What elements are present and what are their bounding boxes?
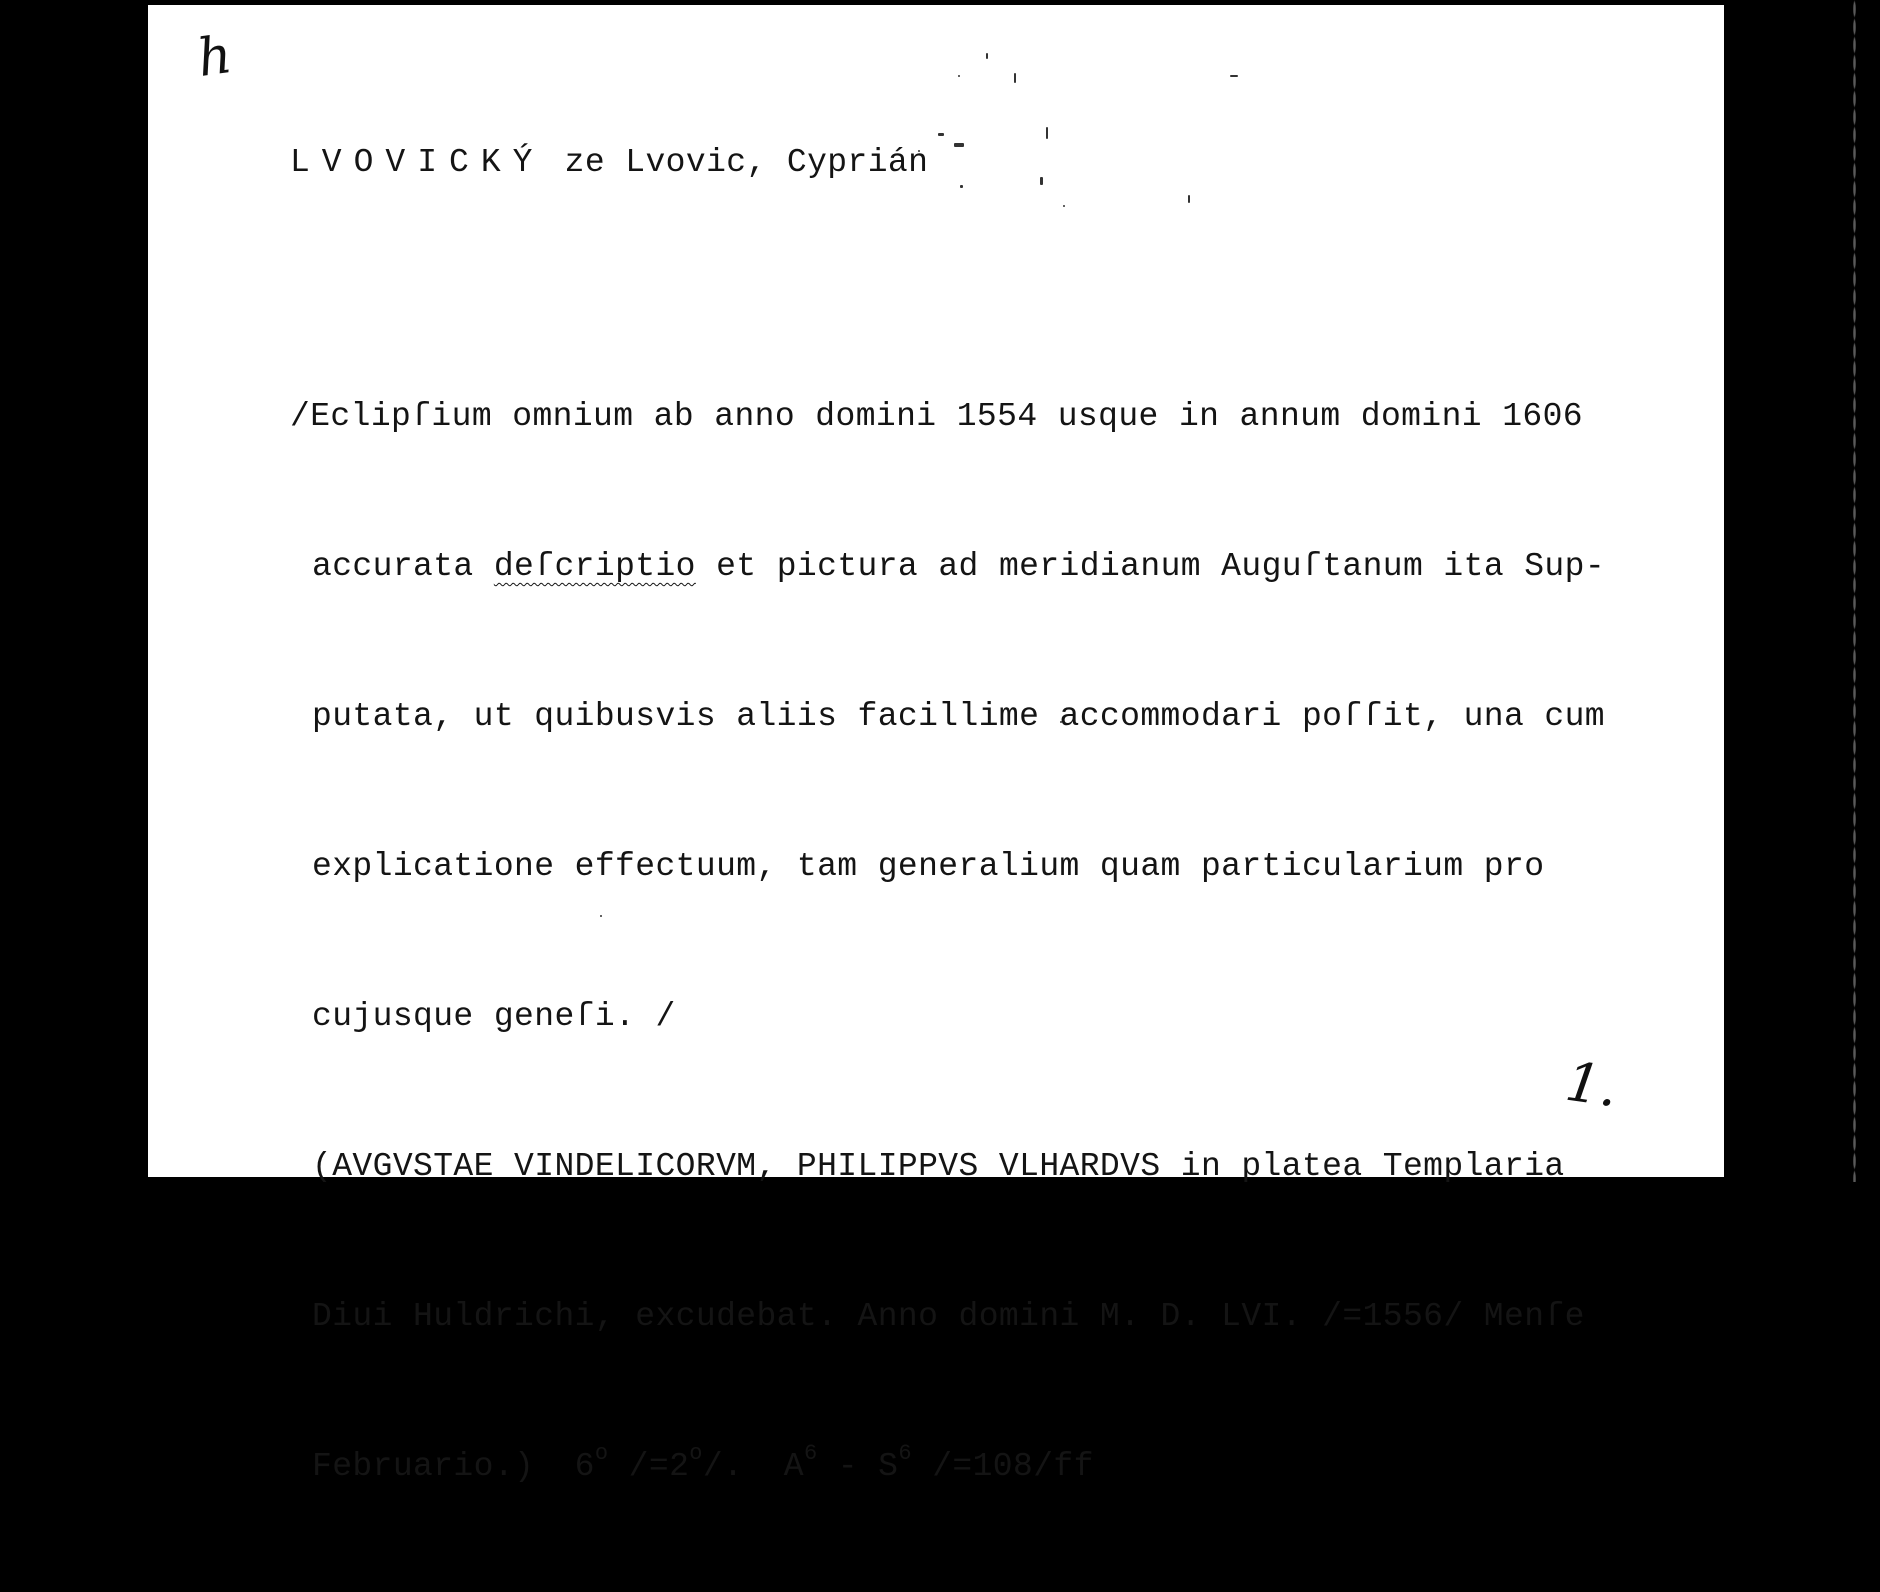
collation-text: Februario.) 6	[312, 1448, 595, 1485]
title-line	[290, 692, 1605, 742]
title-line-text: putata, ut quibusvis aliis facillime accommodari poſſit, una cum	[312, 698, 1606, 735]
superscript: 6	[898, 1441, 912, 1466]
collation-text: /=2	[608, 1448, 690, 1485]
page-number-mark: 1.	[1561, 1049, 1622, 1120]
collation-line	[290, 1442, 1605, 1492]
underlined-word: deſcriptio	[493, 548, 696, 585]
author-name-rest: ze Lvovic, Cyprián	[544, 144, 929, 181]
title-line-text: /Eclipſium omnium ab anno domini 1554 usque in annum domini 1606	[290, 398, 1584, 435]
title-line-text: cujusque geneſi. /	[312, 998, 676, 1035]
card-heading	[290, 138, 928, 188]
title-line	[290, 542, 1605, 592]
catalog-card	[148, 5, 1724, 1485]
collation-text: - S	[817, 1448, 899, 1485]
title-line	[290, 842, 1605, 892]
title-line-text: explicatione effectuum, tam generalium quam particularium pro	[312, 848, 1545, 885]
superscript: 6	[803, 1441, 818, 1466]
collation-text: /=108/ff	[911, 1448, 1094, 1485]
imprint-line-text: (AVGVSTAE VINDELICORVM, PHILIPPVS VLHARDVS in platea Templaria	[312, 1148, 1565, 1185]
title-line	[290, 992, 1605, 1042]
superscript: o	[594, 1441, 609, 1466]
corner-handwritten-mark: h	[193, 24, 236, 90]
author-surname: LVOVICKÝ	[290, 144, 545, 181]
superscript: o	[689, 1441, 703, 1466]
scan-edge-dots	[1853, 0, 1856, 1182]
imprint-line	[290, 1142, 1605, 1192]
bibliographic-description	[290, 292, 1605, 1592]
imprint-line-text: Diui Huldrichi, excudebat. Anno domini M. D. LVI. /=1556/ Menſe	[312, 1298, 1585, 1335]
title-line-text: accurata	[312, 548, 494, 585]
imprint-line	[290, 1292, 1605, 1342]
collation-text: /. A	[702, 1448, 804, 1485]
title-line	[290, 392, 1605, 442]
title-line-text: et pictura ad meridianum Auguſtanum ita Sup-	[695, 548, 1606, 585]
